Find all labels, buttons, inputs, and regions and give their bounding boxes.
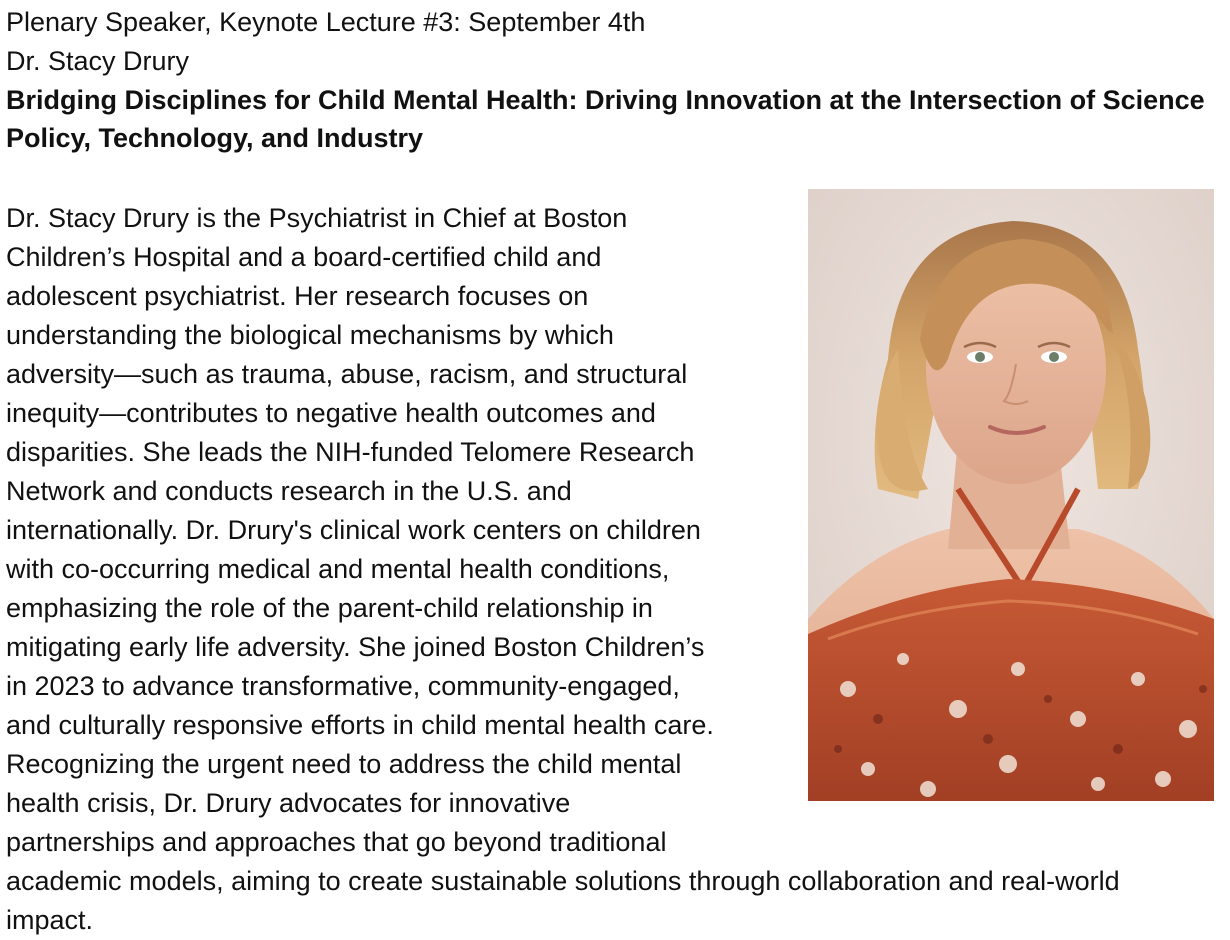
bio-line: academic models, aiming to create sustainable solutions through collaboration and real-world [6, 866, 1120, 896]
bio-line: disparities. She leads the NIH-funded Telomere Research [6, 437, 695, 467]
bio-line: adolescent psychiatrist. Her research focuses on [6, 281, 589, 311]
event-line: Plenary Speaker, Keynote Lecture #3: September 4th [6, 7, 646, 37]
bio-line: and culturally responsive efforts in child mental health care. [6, 710, 714, 740]
bio-line: inequity—contributes to negative health outcomes and [6, 398, 656, 428]
bio-line: Recognizing the urgent need to address the child mental [6, 749, 682, 779]
bio-line: with co-occurring medical and mental health conditions, [6, 554, 670, 584]
bio-line: impact. [6, 905, 94, 935]
bio-line: understanding the biological mechanisms by which [6, 320, 614, 350]
bio-line: adversity—such as trauma, abuse, racism, and structural [6, 359, 688, 389]
portrait-illustration [808, 189, 1214, 801]
bio-line: health crisis, Dr. Drury advocates for innovative [6, 788, 571, 818]
bio-line: Dr. Stacy Drury is the Psychiatrist in Chief at Boston [6, 203, 628, 233]
speaker-name: Dr. Stacy Drury [6, 46, 190, 76]
bio-line: internationally. Dr. Drury's clinical work centers on children [6, 515, 701, 545]
bio-line: partnerships and approaches that go beyond traditional [6, 827, 667, 857]
bio-line: emphasizing the role of the parent-child relationship in [6, 593, 653, 623]
bio-line: mitigating early life adversity. She joined Boston Children’s [6, 632, 705, 662]
speaker-portrait-photo [808, 189, 1214, 801]
keynote-announcement [6, 3, 1218, 935]
bio-line: Network and conducts research in the U.S. and [6, 476, 572, 506]
bio-line: in 2023 to advance transformative, community-engaged, [6, 671, 680, 701]
talk-title: Bridging Disciplines for Child Mental Health: Driving Innovation at the Intersection of Science Policy, Technology, and Industry [6, 85, 1205, 153]
bio-line: Children’s Hospital and a board-certified child and [6, 242, 602, 272]
